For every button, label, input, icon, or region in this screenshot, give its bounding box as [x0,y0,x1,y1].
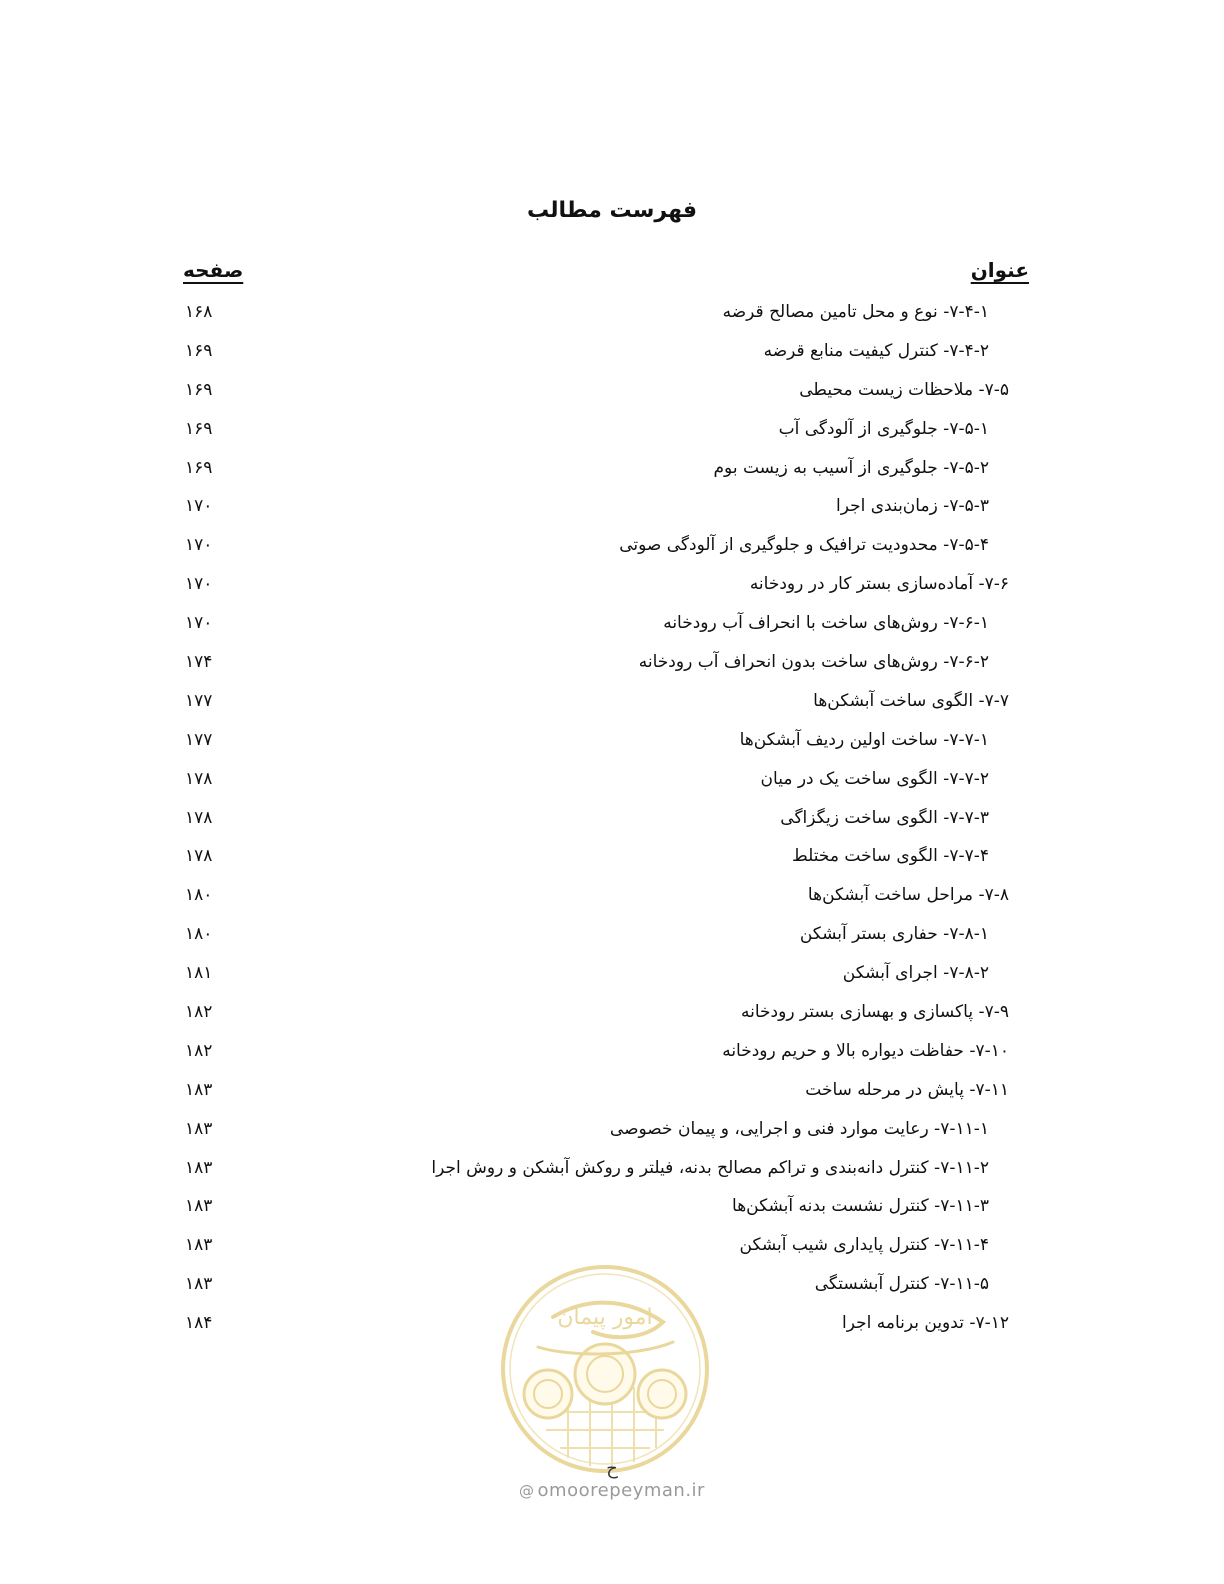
toc-entry [0,1035,1224,1074]
page-number: ح [606,1458,618,1479]
toc-entry-title: ۷-۷-۲- الگوی ساخت یک در میان [760,768,989,789]
toc-entry [0,1074,1224,1113]
toc-entry-title: ۷-۴-۲- کنترل کیفیت منابع قرضه [763,340,989,361]
site-credit [0,1480,1224,1501]
toc-entry-page: ۱۸۲ [185,1002,213,1023]
toc-entry [0,1113,1224,1152]
toc-entry-title: ۷-۷-۴- الگوی ساخت مختلط [792,846,989,867]
toc-entry-title: ۷-۷- الگوی ساخت آبشکن‌ها [813,690,1009,711]
toc-entry [0,568,1224,607]
toc-entry-page: ۱۷۷ [185,690,213,711]
toc-entry-page: ۱۶۹ [185,379,213,400]
toc-heading: فهرست مطالب [526,198,698,223]
toc-entry-page: ۱۶۹ [185,457,213,478]
toc-entry [0,335,1224,374]
toc-entry-title: ۷-۷-۱- ساخت اولین ردیف آبشکن‌ها [739,729,989,750]
toc-entry [0,996,1224,1035]
toc-entry-page: ۱۶۸ [185,302,213,322]
toc-entry [0,840,1224,879]
toc-entry [0,1152,1224,1191]
toc-entry-page: ۱۷۰ [185,613,213,634]
toc-entry [0,724,1224,763]
toc-entry-page: ۱۸۳ [185,1235,213,1256]
toc-entry-title: ۷-۵- ملاحظات زیست محیطی [799,379,1009,400]
toc-entry [0,802,1224,841]
toc-entry-page: ۱۸۴ [185,1313,213,1334]
toc-entry-title: ۷-۷-۳- الگوی ساخت زیگزاگی [780,807,989,828]
toc-entry-title: ۷-۶-۲- روش‌های ساخت بدون انحراف آب رودخانه [638,652,989,673]
toc-entry-title: ۷-۴-۱- نوع و محل تامین مصالح قرضه [722,302,989,322]
toc-entry-title: ۷-۵-۳- زمان‌بندی اجرا [835,496,989,517]
toc-entry [0,918,1224,957]
toc-list [0,296,1224,1346]
toc-entry-page: ۱۸۳ [185,1274,213,1295]
watermark-text: امور پیمان [557,1305,653,1330]
toc-entry [0,763,1224,802]
toc-entry [0,296,1224,335]
toc-entry-page: ۱۷۰ [185,535,213,556]
toc-entry [0,1190,1224,1229]
toc-entry-title: ۷-۵-۲- جلوگیری از آسیب به زیست بوم [713,457,989,478]
site-credit-text: omoorepeyman.ir [537,1480,705,1501]
toc-entry [0,452,1224,491]
toc-entry-page: ۱۸۰ [185,924,213,945]
toc-entry-page: ۱۶۹ [185,418,213,439]
at-sign-icon: @ [519,1482,535,1500]
toc-entry-title: ۷-۱۲- تدوین برنامه اجرا [842,1313,1009,1334]
toc-entry-title: ۷-۱۱- پایش در مرحله ساخت [805,1079,1009,1100]
toc-entry [0,646,1224,685]
toc-entry-title: ۷-۵-۱- جلوگیری از آلودگی آب [778,418,989,439]
toc-entry-title: ۷-۱۱-۴- کنترل پایداری شیب آبشکن [739,1235,989,1256]
toc-entry [0,374,1224,413]
page-column-header: صفحه [183,258,244,282]
toc-entry-page: ۱۷۰ [185,496,213,517]
toc-entry [0,490,1224,529]
toc-entry-page: ۱۷۴ [185,652,213,673]
toc-entry [0,685,1224,724]
toc-entry-title: ۷-۱۱-۵- کنترل آبشستگی [814,1274,989,1295]
toc-entry-page: ۱۸۲ [185,1040,213,1061]
toc-entry-page: ۱۸۳ [185,1118,213,1139]
toc-entry-page: ۱۷۸ [185,768,213,789]
toc-entry-page: ۱۸۱ [185,963,213,984]
toc-entry-page: ۱۶۹ [185,340,213,361]
toc-entry-page: ۱۷۰ [185,574,213,595]
toc-entry-page: ۱۷۸ [185,807,213,828]
toc-entry [0,879,1224,918]
toc-entry-title: ۷-۱۱-۲- کنترل دانه‌بندی و تراکم مصالح بدنه، فیلتر و روکش آبشکن و روش اجرا [431,1157,989,1178]
toc-entry [0,529,1224,568]
toc-entry-page: ۱۸۰ [185,885,213,906]
toc-entry-title: ۷-۵-۴- محدودیت ترافیک و جلوگیری از آلودگی صوتی [619,535,989,556]
toc-entry [0,607,1224,646]
toc-entry [0,413,1224,452]
toc-entry-page: ۱۸۳ [185,1157,213,1178]
toc-entry-title: ۷-۶-۱- روش‌های ساخت با انحراف آب رودخانه [663,613,989,634]
toc-entry-page: ۱۷۸ [185,846,213,867]
toc-entry-title: ۷-۱۱-۳- کنترل نشست بدنه آبشکن‌ها [732,1196,989,1217]
toc-entry-title: ۷-۹- پاکسازی و بهسازی بستر رودخانه [741,1002,1009,1023]
toc-entry [0,957,1224,996]
toc-entry-title: ۷-۱۰- حفاظت دیواره بالا و حریم رودخانه [722,1040,1009,1061]
omoorepeyman-logo-watermark [498,1262,712,1476]
toc-entry-title: ۷-۸-۲- اجرای آبشکن [842,963,989,984]
toc-entry-page: ۱۸۳ [185,1196,213,1217]
toc-entry-page: ۱۸۳ [185,1079,213,1100]
toc-entry-title: ۷-۸- مراحل ساخت آبشکن‌ها [807,885,1009,906]
title-column-header: عنوان [970,258,1029,282]
toc-entry-title: ۷-۶- آماده‌سازی بستر کار در رودخانه [749,574,1009,595]
toc-entry-title: ۷-۸-۱- حفاری بستر آبشکن [799,924,989,945]
toc-entry-page: ۱۷۷ [185,729,213,750]
toc-entry-title: ۷-۱۱-۱- رعایت موارد فنی و اجرایی، و پیمان خصوصی [609,1118,989,1139]
